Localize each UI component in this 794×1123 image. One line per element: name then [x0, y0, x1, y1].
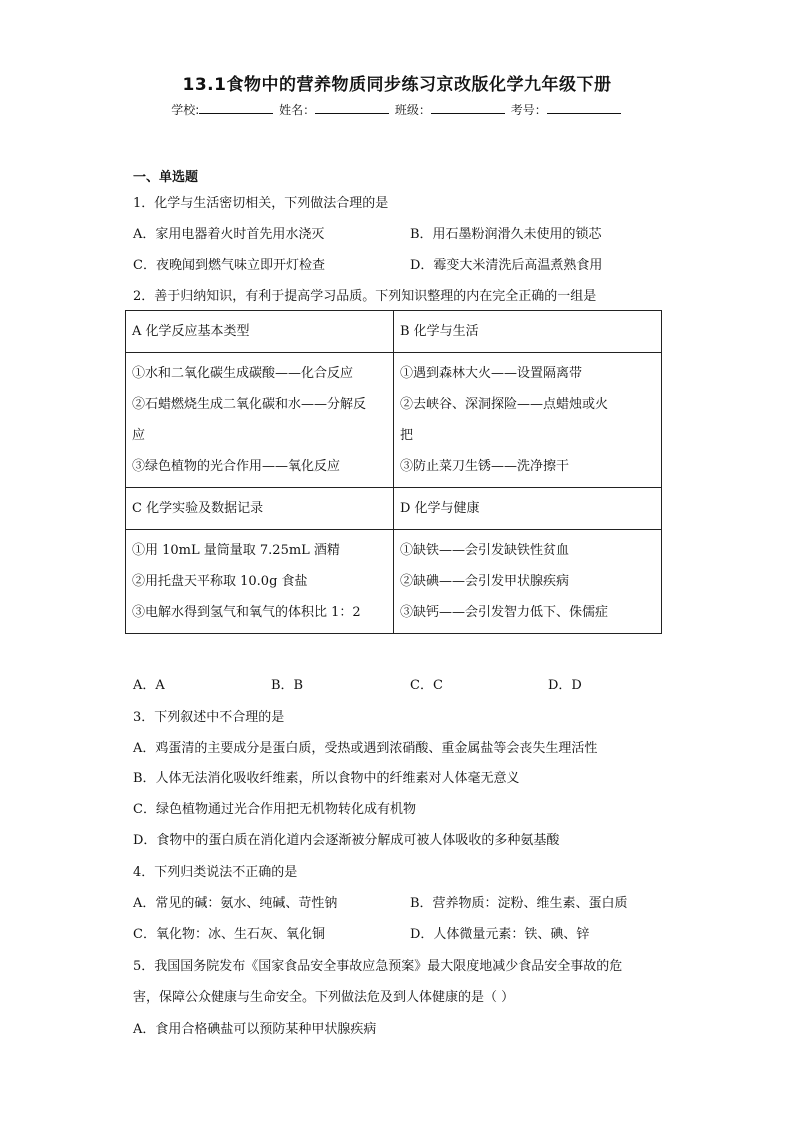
cell-a-head: A 化学反应基本类型 — [126, 311, 394, 353]
cell-b-line: 把 — [400, 428, 414, 443]
q1-option-a: A．家用电器着火时首先用水浇灭 — [133, 227, 325, 242]
q1-option-c: C．夜晚闻到燃气味立即开灯检查 — [133, 258, 325, 273]
cell-b-line: ②去峡谷、深洞探险——点蜡烛或火 — [400, 397, 609, 412]
q1-option-b: B．用石墨粉润滑久未使用的锁芯 — [410, 227, 602, 242]
cell-d-line: ③缺钙——会引发智力低下、侏儒症 — [400, 605, 609, 620]
q2-option-d: D．D — [548, 678, 582, 693]
q1-stem: 1．化学与生活密切相关，下列做法合理的是 — [133, 196, 389, 211]
q3-option-d: D．食物中的蛋白质在消化道内会逐渐被分解成可被人体吸收的多种氨基酸 — [133, 833, 560, 848]
section-title: 一、单选题 — [133, 170, 199, 185]
q2-stem: 2．善于归纳知识，有利于提高学习品质。下列知识整理的内在完全正确的一组是 — [133, 289, 597, 304]
cell-a-line: 应 — [132, 428, 146, 443]
q4-option-b: B．营养物质：淀粉、维生素、蛋白质 — [410, 896, 628, 911]
q4-option-c: C．氧化物：冰、生石灰、氧化铜 — [133, 927, 325, 942]
q1-option-d: D．霉变大米清洗后高温煮熟食用 — [410, 258, 603, 273]
cell-d-line: ①缺铁——会引发缺铁性贫血 — [400, 543, 570, 558]
q5-stem-line2: 害，保障公众健康与生命安全。下列做法危及到人体健康的是（ ） — [133, 990, 515, 1005]
q5-option-a: A．食用合格碘盐可以预防某种甲状腺疾病 — [133, 1022, 377, 1037]
name-blank[interactable] — [315, 101, 389, 114]
q3-option-c: C．绿色植物通过光合作用把无机物转化成有机物 — [133, 802, 416, 817]
name-label: 姓名： — [279, 103, 316, 117]
cell-d-head: D 化学与健康 — [394, 488, 662, 530]
number-label: 考号： — [510, 103, 547, 117]
cell-a-line: ②石蜡燃烧生成二氧化碳和水——分解反 — [132, 397, 367, 412]
cell-c-line: ①用 10mL 量筒量取 7.25mL 酒精 — [132, 543, 340, 558]
cell-d-body — [394, 530, 662, 634]
q3-stem: 3．下列叙述中不合理的是 — [133, 710, 285, 725]
cell-c-line: ③电解水得到氢气和氧气的体积比 1：2 — [132, 605, 361, 620]
cell-a-body — [126, 353, 394, 488]
q4-stem: 4．下列归类说法不正确的是 — [133, 865, 298, 880]
cell-a-line: ①水和二氧化碳生成碳酸——化合反应 — [132, 366, 354, 381]
knowledge-table — [125, 310, 662, 634]
class-blank[interactable] — [431, 101, 505, 114]
cell-c-head: C 化学实验及数据记录 — [126, 488, 394, 530]
number-blank[interactable] — [547, 101, 621, 114]
q4-option-d: D．人体微量元素：铁、碘、锌 — [410, 927, 590, 942]
cell-b-body — [394, 353, 662, 488]
class-label: 班级： — [394, 103, 431, 117]
cell-d-line: ②缺碘——会引发甲状腺疾病 — [400, 574, 570, 589]
q4-option-a: A．常见的碱：氨水、纯碱、苛性钠 — [133, 896, 338, 911]
q3-option-b: B．人体无法消化吸收纤维素，所以食物中的纤维素对人体毫无意义 — [133, 771, 520, 786]
page-title: 13.1食物中的营养物质同步练习京改版化学九年级下册 — [182, 75, 612, 95]
cell-b-line: ①遇到森林大火——设置隔离带 — [400, 366, 583, 381]
q3-option-a: A．鸡蛋清的主要成分是蛋白质，受热或遇到浓硝酸、重金属盐等会丧失生理活性 — [133, 741, 598, 756]
school-blank[interactable] — [199, 101, 273, 114]
cell-c-body — [126, 530, 394, 634]
school-label: 学校: — [171, 103, 200, 117]
student-info-line — [0, 101, 794, 118]
q2-option-c: C．C — [410, 678, 443, 693]
cell-b-head: B 化学与生活 — [394, 311, 662, 353]
q5-stem-line1: 5．我国国务院发布《国家食品安全事故应急预案》最大限度地减少食品安全事故的危 — [133, 959, 623, 974]
q2-option-b: B．B — [271, 678, 304, 693]
cell-c-line: ②用托盘天平称取 10.0g 食盐 — [132, 574, 308, 589]
cell-a-line: ③绿色植物的光合作用——氧化反应 — [132, 459, 341, 474]
cell-b-line: ③防止菜刀生锈——洗净擦干 — [400, 459, 570, 474]
q2-option-a: A．A — [133, 678, 165, 693]
